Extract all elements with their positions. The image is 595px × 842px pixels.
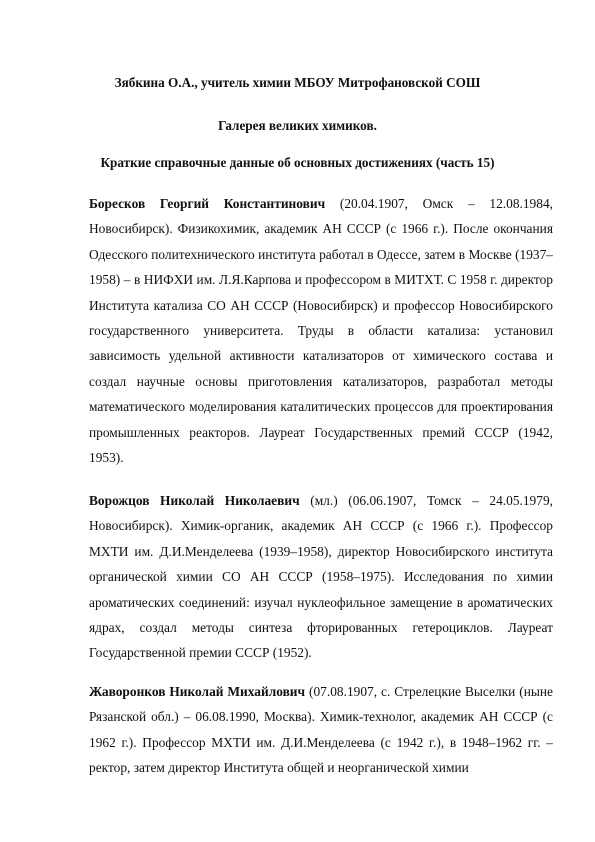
biography-text: (07.08.1907, с. Стрелецкие Выселки (ныне Рязанской обл.) – 06.08.1990, Москва). Химик-технолог, академик АН СССР (с 1962 г.). Профессор МХТИ им. Д.И.Менделеева (с 1942 г.), в 1948–1962 гг. – ректор, затем директор Института общей и неорганической химии — [89, 684, 553, 776]
chemist-name: Боресков Георгий Константинович — [89, 196, 326, 211]
chemist-name: Ворожцов Николай Николаевич — [89, 493, 300, 508]
biography-vorozhtsov — [89, 488, 553, 668]
biography-boreskov — [89, 191, 553, 467]
gallery-title: Галерея великих химиков. — [218, 118, 377, 133]
biography-text: (20.04.1907, Омск – 12.08.1984, Новосибирск). Физикохимик, академик АН СССР (с 1966 г.). После окончания Одесского политехнического института работал в Одессе, затем в Москве (1937–1958) – в НИФХИ им. Л.Я.Карпова и профессором в МИТХТ. С 1958 г. директор Института катализа СО АН СССР (Новосибирск) и профессор Новосибирского государственного университета. Труды в области катализа: установил зависимость удельной активности катализаторов от химического состава и создал научные основы приготовления катализаторов, разработал методы математического моделирования каталитических процессов для проектирования промышленных реакторов. Лауреат Государственных премий СССР (1942, 1953). — [89, 196, 553, 466]
author-line: Зябкина О.А., учитель химии МБОУ Митрофановской СОШ — [114, 75, 481, 90]
biography-zhavoronkov — [89, 679, 553, 783]
document-subtitle: Краткие справочные данные об основных достижениях (часть 15) — [100, 155, 495, 170]
chemist-name: Жаворонков Николай Михайлович — [89, 684, 306, 699]
biography-text: (мл.) (06.06.1907, Томск – 24.05.1979, Новосибирск). Химик-органик, академик АН СССР (с 1966 г.). Профессор МХТИ им. Д.И.Менделеева (1939–1958), директор Новосибирского института органической химии СО АН СССР (1958–1975). Исследования по химии ароматических соединений: изучал нуклеофильное замещение в ароматических ядрах, создал методы синтеза фторированных гетероциклов. Лауреат Государственной премии СССР (1952). — [89, 493, 553, 661]
